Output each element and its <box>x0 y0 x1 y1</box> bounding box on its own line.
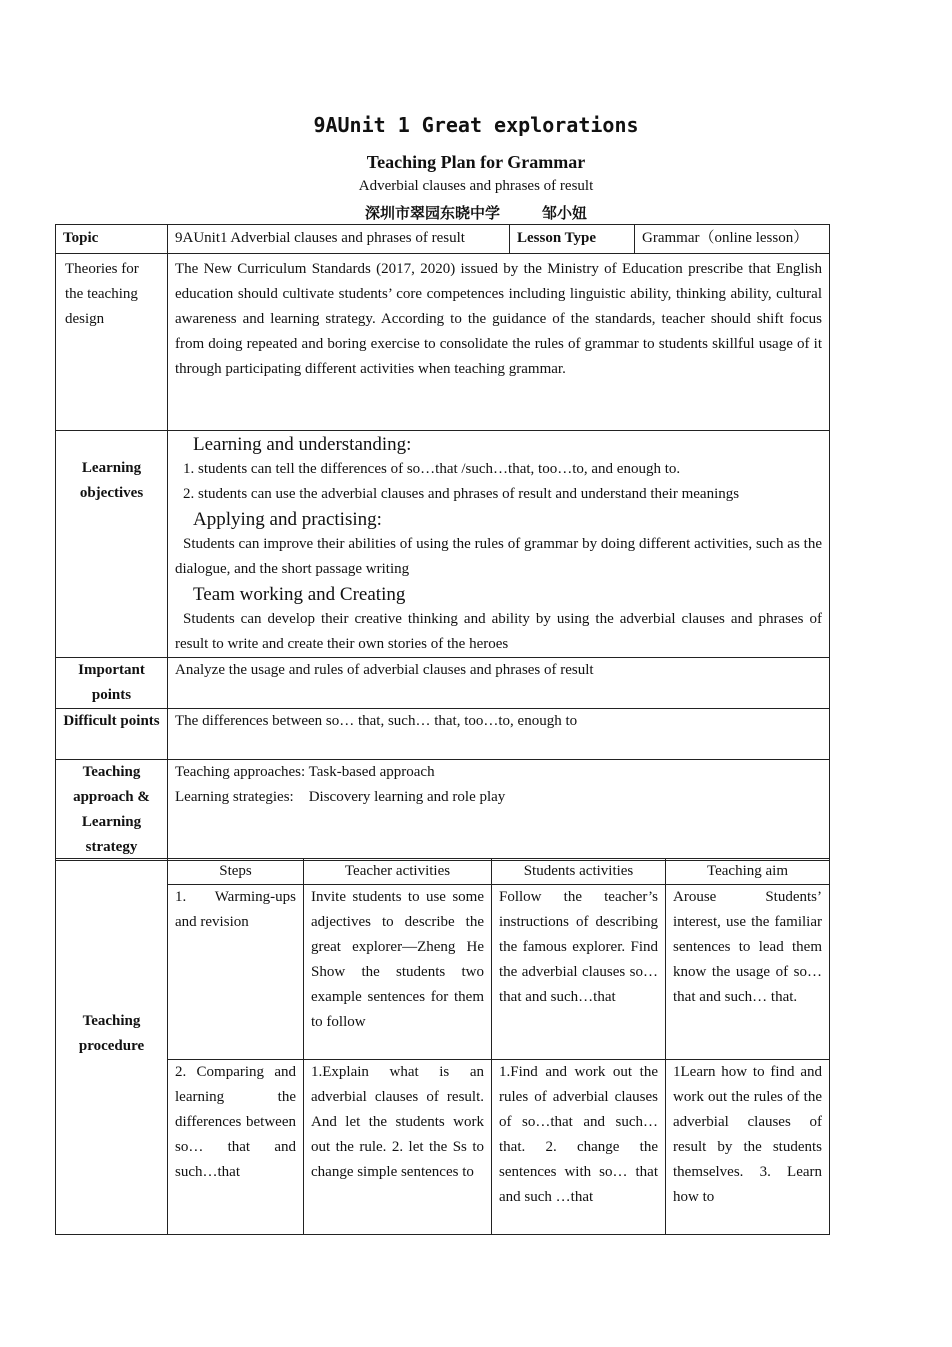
approach-row <box>56 760 830 861</box>
difficult-row <box>56 709 830 760</box>
teaching-aim-cell: Arouse Students’ interest, use the familiar sentences to lead them know the usage of so… that and such… that. <box>666 885 830 1060</box>
objectives-heading-1: Learning and understanding: <box>193 434 412 455</box>
page-title: 9AUnit 1 Great explorations <box>313 113 639 137</box>
step-cell: 2. Comparing and learning the differences between so… that and such…that <box>168 1060 304 1235</box>
column-header-students: Students activities <box>492 859 666 885</box>
objectives-paragraph-2: Students can improve their abilities of using the rules of grammar by doing different activities, such as the dialogue, and the short passage writing <box>175 536 822 577</box>
theories-text: The New Curriculum Standards (2017, 2020) issued by the Ministry of Education prescribe that English education should cultivate students’ core competences including linguistic ability, thinking ability, cultural awareness and learning strategy. According to the guidance of the standards, teacher should shift focus from doing repeated and boring exercise to consolidate the rules of grammar to students skillful usage of it through participating different activities when teaching grammar. <box>168 254 830 431</box>
column-header-aim: Teaching aim <box>666 859 830 885</box>
procedure-header-row <box>56 859 830 885</box>
step-cell: 1. Warming-ups and revision <box>168 885 304 1060</box>
teacher-activity-cell: 1.Explain what is an adverbial clauses of result. And let the students work out the rule. 2. let the Ss to change simple sentences to <box>304 1060 492 1235</box>
topic-label: Topic <box>56 225 168 254</box>
important-label: Important points <box>56 658 168 709</box>
procedure-label <box>56 859 168 1235</box>
plan-topic-subtitle: Adverbial clauses and phrases of result <box>358 178 594 194</box>
lesson-type-value: Grammar（online lesson） <box>635 225 830 254</box>
objectives-heading-3: Team working and Creating <box>193 584 406 605</box>
approach-content <box>168 760 830 861</box>
approach-line-1: Teaching approaches: Task-based approach <box>175 764 435 780</box>
approach-line-2: Learning strategies: Discovery learning and role play <box>175 789 506 805</box>
objectives-label-text: Learning objectives <box>79 460 144 501</box>
important-row <box>56 658 830 709</box>
difficult-label: Difficult points <box>56 709 168 760</box>
objectives-heading-2: Applying and practising: <box>193 509 382 530</box>
objectives-label <box>56 431 168 658</box>
plan-subtitle: Teaching Plan for Grammar <box>366 152 586 172</box>
approach-label: Teaching approach & Learning strategy <box>56 760 168 861</box>
teacher-name: 邹小妞 <box>542 204 588 222</box>
objective-item-1: 1. students can tell the differences of so…that /such…that, too…to, and enough to. <box>183 461 681 477</box>
difficult-text: The differences between so… that, such… that, too…to, enough to <box>168 709 830 760</box>
student-activity-cell: 1.Find and work out the rules of adverbial clauses of so…that and such…that. 2. change the sentences with so… that and such …that <box>492 1060 666 1235</box>
lesson-type-label: Lesson Type <box>510 225 635 254</box>
procedure-row-1 <box>56 885 830 1060</box>
topic-value: 9AUnit1 Adverbial clauses and phrases of result <box>168 225 510 254</box>
procedure-label-text: Teaching procedure <box>78 1013 145 1054</box>
objectives-content <box>168 431 830 658</box>
teacher-activity-cell: Invite students to use some adjectives to describe the great explorer—Zheng He Show the students two example sentences for them to follow <box>304 885 492 1060</box>
procedure-row-2 <box>56 1060 830 1235</box>
author-line <box>0 202 952 223</box>
teaching-aim-cell: 1Learn how to find and work out the rules of the adverbial clauses of result by the students themselves. 3. Learn how to <box>666 1060 830 1235</box>
objectives-row <box>56 431 830 658</box>
school-name: 深圳市翠园东晓中学 <box>364 204 500 222</box>
column-header-steps: Steps <box>168 859 304 885</box>
procedure-table <box>55 858 830 1235</box>
topic-row <box>56 225 830 254</box>
objectives-paragraph-3: Students can develop their creative thinking and ability by using the adverbial clauses and phrases of result to write and create their own stories of the heroes <box>175 611 822 652</box>
theories-label: Theories for the teaching design <box>56 254 168 431</box>
student-activity-cell: Follow the teacher’s instructions of describing the famous explorer. Find the adverbial clauses so… that and such…that <box>492 885 666 1060</box>
column-header-teacher: Teacher activities <box>304 859 492 885</box>
plan-table <box>55 224 830 861</box>
objective-item-2: 2. students can use the adverbial clauses and phrases of result and understand their meanings <box>183 486 740 502</box>
important-text: Analyze the usage and rules of adverbial clauses and phrases of result <box>168 658 830 709</box>
theories-row <box>56 254 830 431</box>
